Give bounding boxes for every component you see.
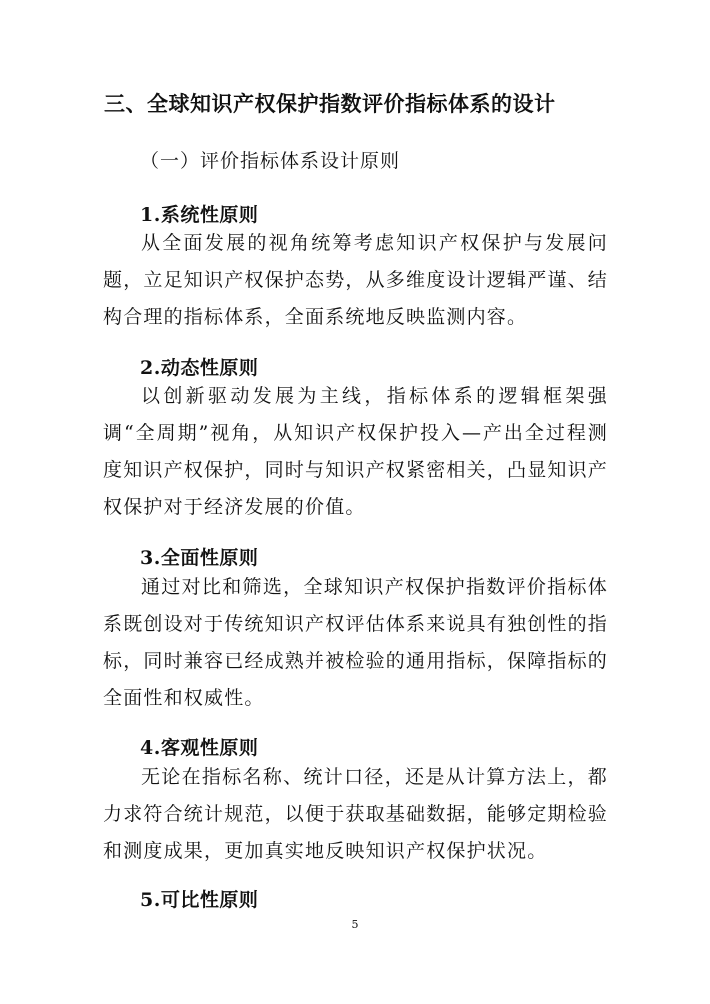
principle-text-2: 以创新驱动发展为主线，指标体系的逻辑框架强调“全周期”视角，从知识产权保护投入—产出全过程测度知识产权保护，同时与知识产权紧密相关，凸显知识产权保护对于经济发展的价值。: [103, 385, 609, 518]
principle-text-4: 无论在指标名称、统计口径，还是从计算方法上，都力求符合统计规范，以便于获取基础数据，能够定期检验和测度成果，更加真实地反映知识产权保护状况。: [103, 766, 609, 862]
principle-heading-2: 2.动态性原则: [140, 357, 259, 379]
principle-text-3: 通过对比和筛选，全球知识产权保护指数评价指标体系既创设对于传统知识产权评估体系来说具有独创性的指标，同时兼容已经成熟并被检验的通用指标，保障指标的全面性和权威性。: [103, 576, 609, 709]
page-number: 5: [351, 918, 359, 931]
subsection-title: （一）评价指标体系设计原则: [140, 150, 401, 172]
principle-heading-3: 3.全面性原则: [140, 547, 259, 569]
principle-text-1: 从全面发展的视角统筹考虑知识产权保护与发展问题，立足知识产权保护态势，从多维度设计逻辑严谨、结构合理的指标体系，全面系统地反映监测内容。: [103, 232, 609, 328]
principle-heading-1: 1.系统性原则: [140, 204, 259, 226]
principle-heading-5: 5.可比性原则: [140, 889, 259, 911]
principle-heading-4: 4.客观性原则: [140, 737, 259, 759]
section-title: 三、全球知识产权保护指数评价指标体系的设计: [104, 92, 556, 116]
